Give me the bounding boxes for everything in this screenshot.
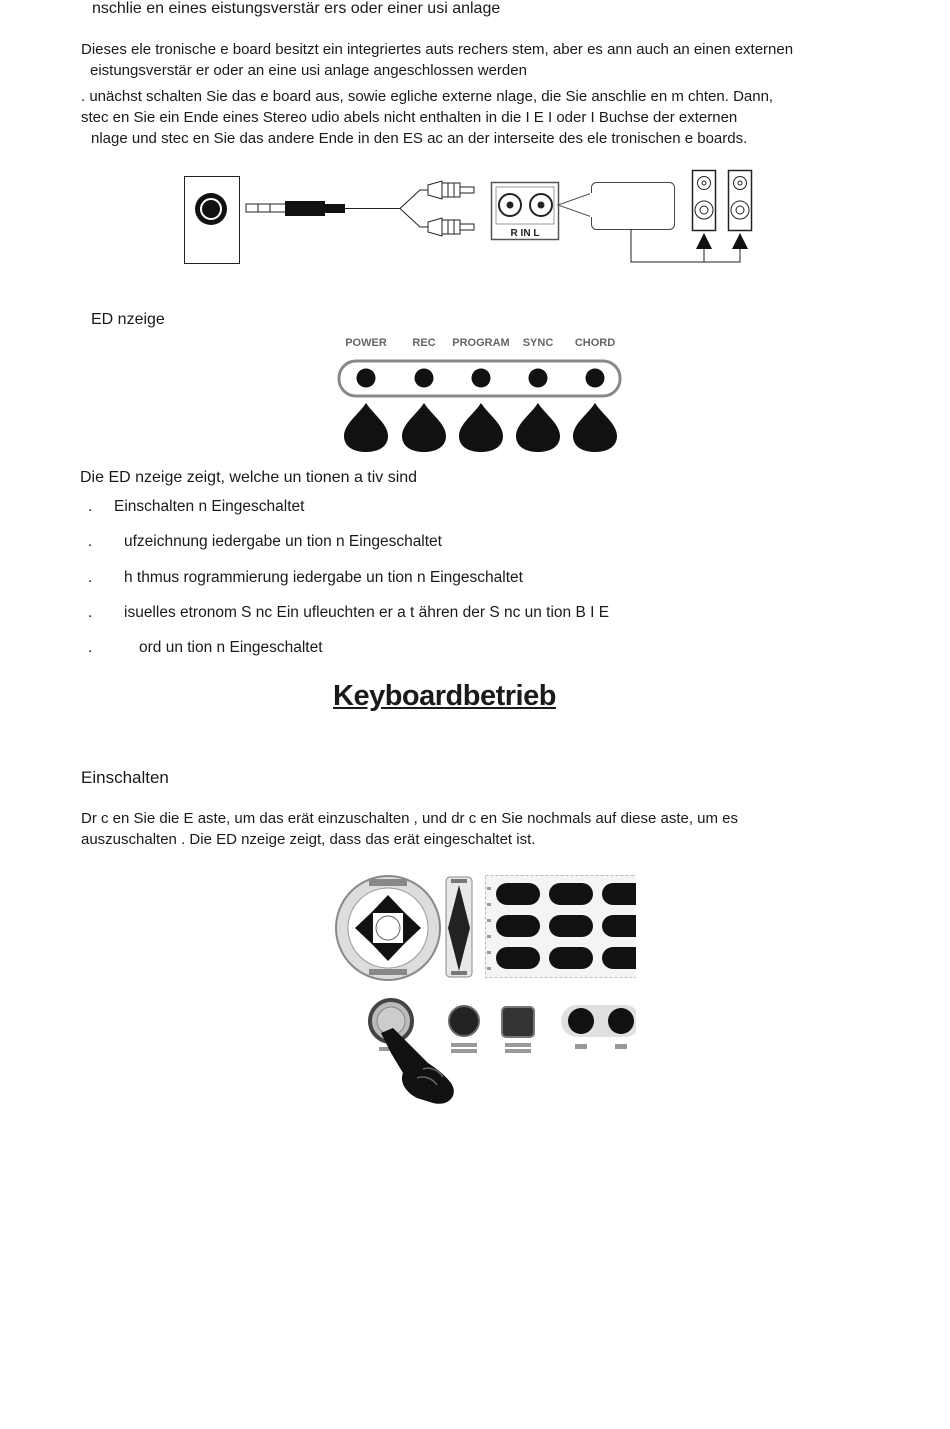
connection-diagram [180,165,760,270]
section-heading-led: ED nzeige [91,311,165,328]
rhythm-record-button-icon [449,1006,479,1036]
led-program-icon [472,369,491,388]
led-sync-icon [529,369,548,388]
led-label-sync: SYNC [522,337,554,349]
keyboard-panel-illustration [333,873,638,1108]
amplifier-step-line-1: . unächst schalten Sie das e board aus, sowie egliche externe nlage, die Sie anschlie en m chten. Dann, [81,88,774,105]
led-drop-3-icon [459,403,503,452]
power-on-paragraph-line-1: Dr c en Sie die E aste, um das erät einzuschalten , und dr c en Sie nochmals auf diese aste, um es [81,810,739,827]
led-drop-5-icon [573,403,617,452]
amplifier-box [592,183,675,230]
section-heading-amplifier: nschlie en eines eistungsverstär ers oder einer usi anlage [92,0,501,17]
amplifier-intro-line-2: eistungsverstär er oder an eine usi anlage angeschlossen werden [90,62,527,79]
led-list-item: . isuelles etronom S nc Ein ufleuchten er a t ähren der S nc un tion B I E [88,604,610,621]
speaker-left-icon [693,171,716,250]
led-intro: Die ED nzeige zeigt, welche un tionen a tiv sind [80,469,418,486]
page-title: Keyboardbetrieb [333,680,556,712]
led-label-power: POWER [345,337,387,349]
pointing-hand-icon [381,1028,454,1104]
amplifier-step-line-3: nlage und stec en Sie das andere Ende in den ES ac an der interseite des ele tronischen e boards. [91,130,748,147]
rca-plug-upper-icon [428,181,474,199]
led-drop-4-icon [516,403,560,452]
led-chord-icon [586,369,605,388]
led-list-item: . ufzeichnung iedergabe un tion n Eingeschaltet [88,533,442,550]
led-label-rec: REC [412,337,436,349]
amplifier-step-line-2: stec en Sie ein Ende eines Stereo udio abels nicht enthalten in die I E I oder I Buchse der externen [81,109,738,126]
led-power-icon [357,369,376,388]
led-label-program: PROGRAM [452,337,510,349]
stereo-plug-icon [246,201,345,216]
rhythm-playback-button-icon [502,1007,534,1037]
led-drop-2-icon [402,403,446,452]
led-label-chord: CHORD [574,337,616,349]
led-rec-icon [415,369,434,388]
amplifier-intro-line-1: Dieses ele tronische e board besitzt ein integriertes auts rechers stem, aber es ann auch an einen externen [81,41,794,58]
led-drop-1-icon [344,403,388,452]
subheading-power-on: Einschalten [81,768,169,787]
rca-input-label: R IN L [510,228,540,239]
speaker-right-icon [729,171,752,250]
led-list-item: . Einschalten n Eingeschaltet [88,498,305,515]
rca-plug-lower-icon [428,218,474,236]
power-on-paragraph-line-2: auszuschalten . Die ED nzeige zeigt, dass das erät eingeschaltet ist. [81,831,536,848]
led-list-item: . ord un tion n Eingeschaltet [88,639,323,656]
led-display-diagram [333,330,628,455]
led-list-item: . h thmus rogrammierung iedergabe un tion n Eingeschaltet [88,569,523,586]
